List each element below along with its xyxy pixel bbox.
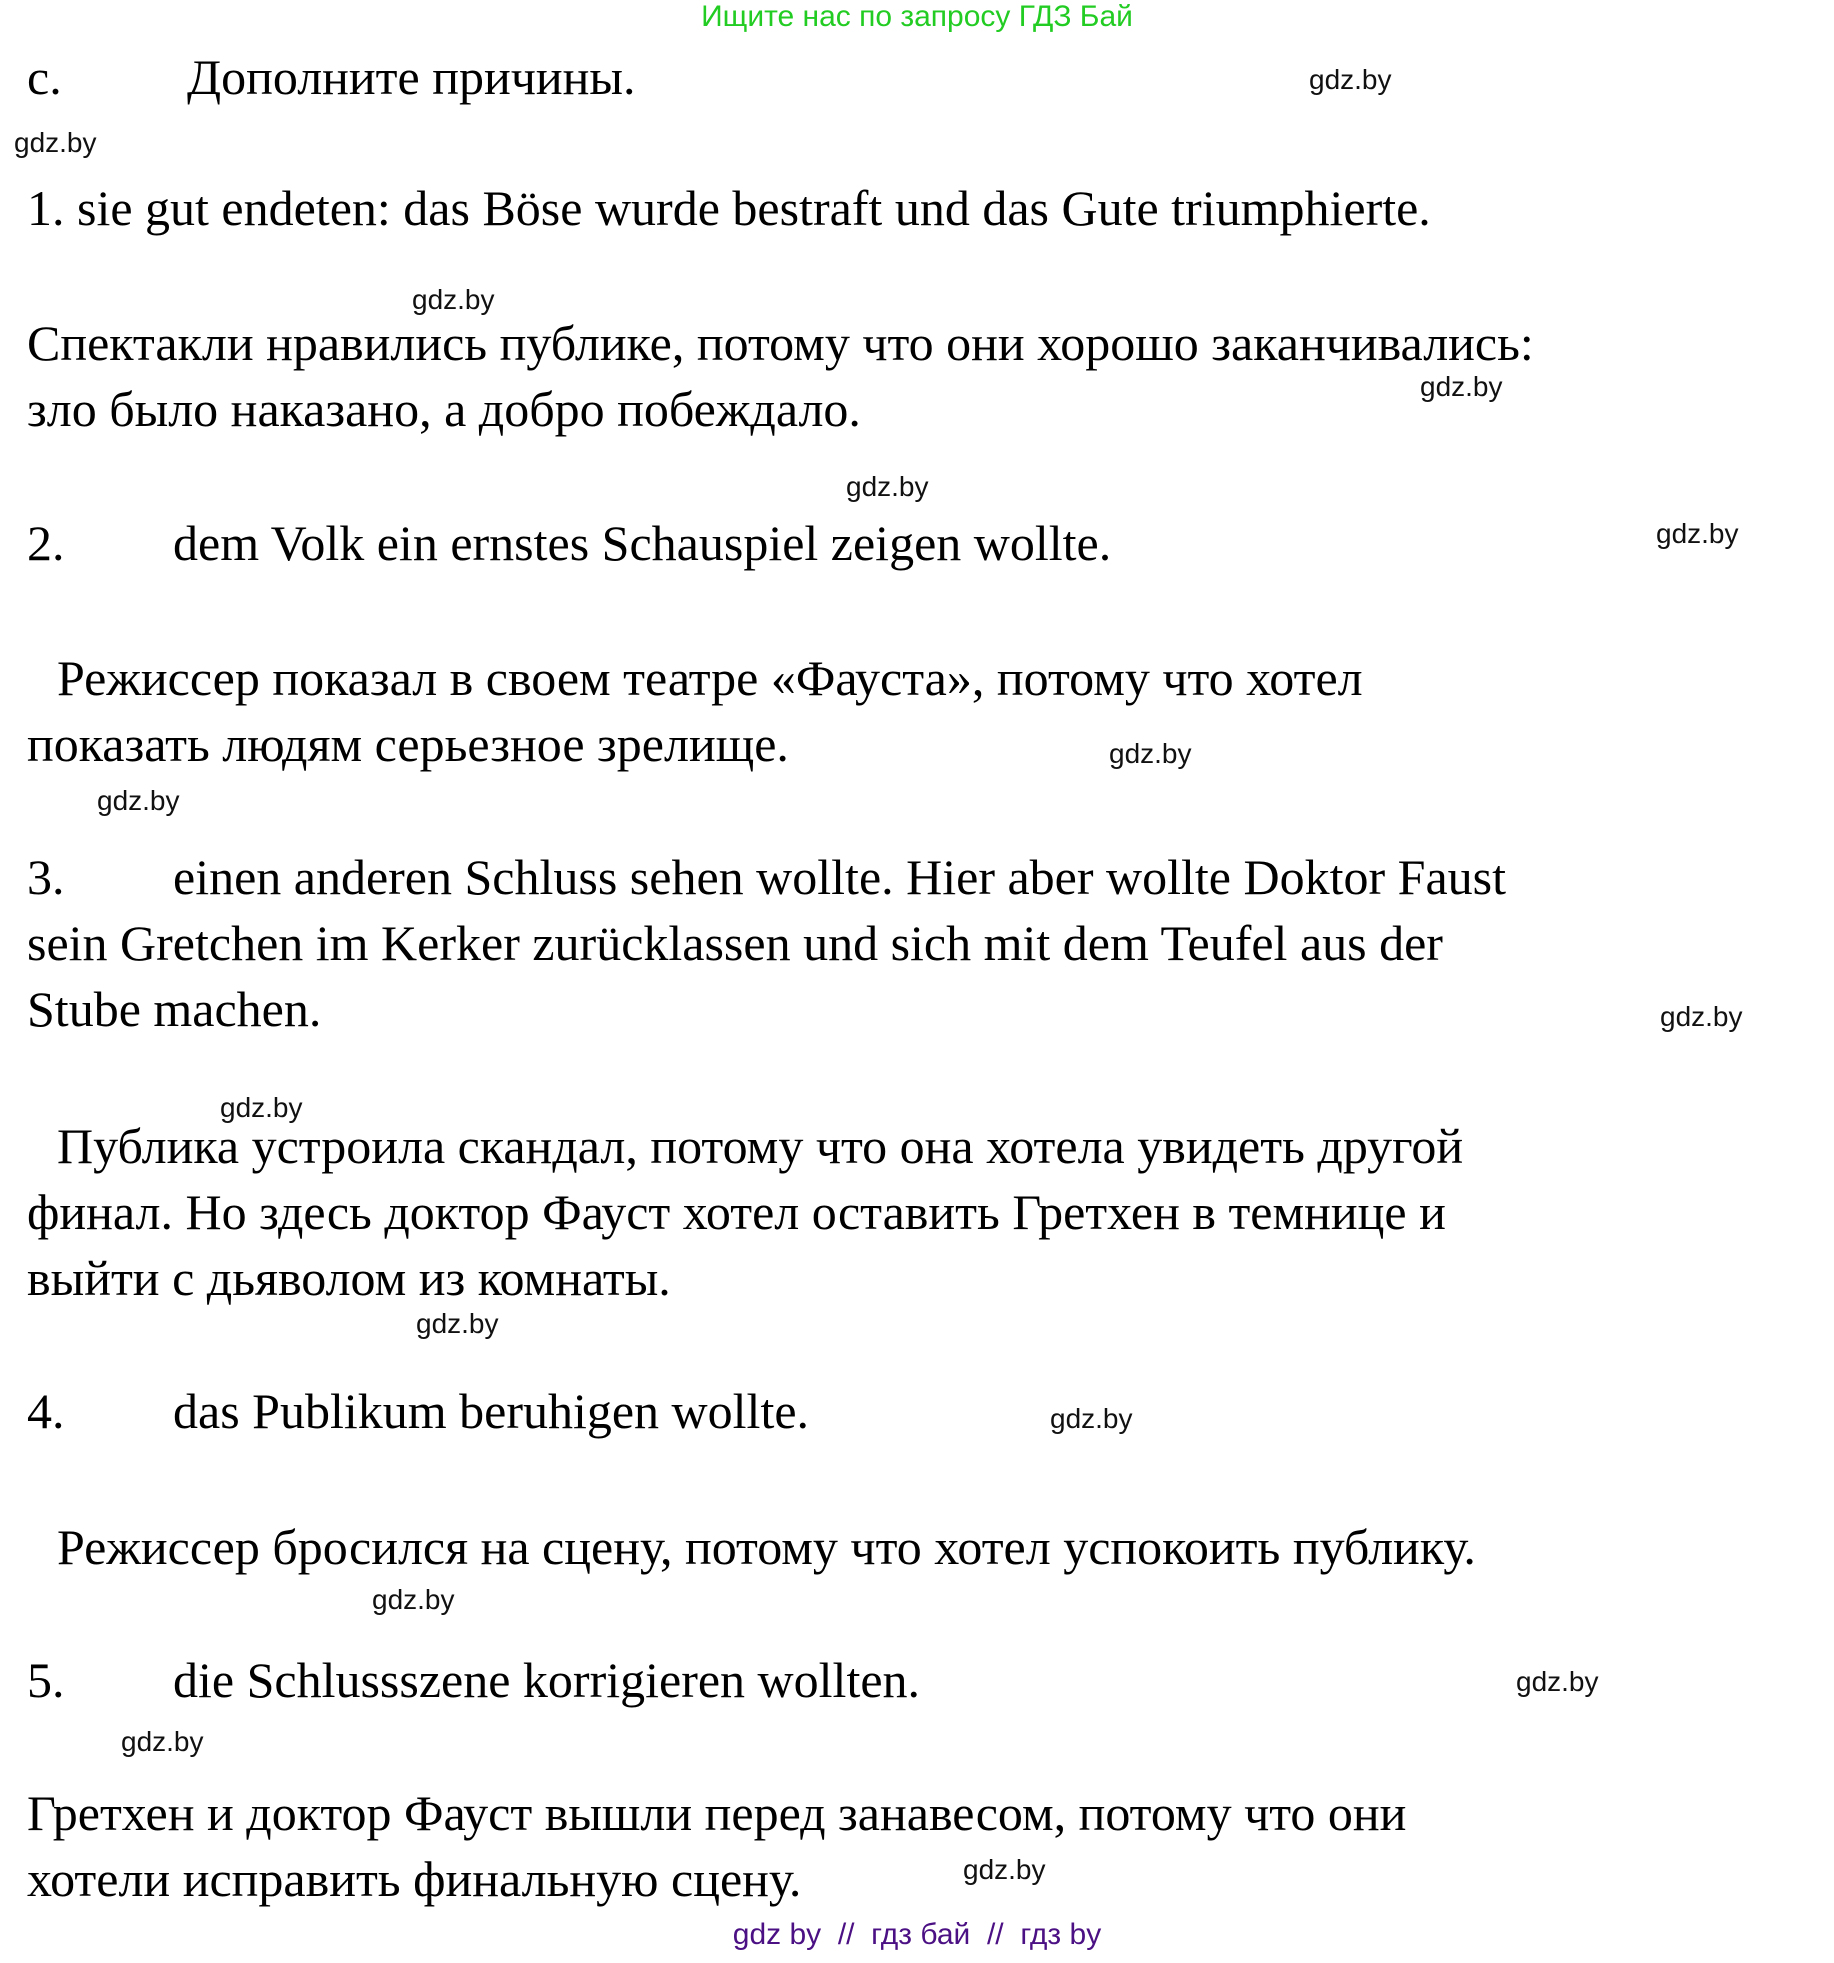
item-4-number: 4. [27, 1383, 65, 1439]
search-hint-banner: Ищите нас по запросу ГДЗ Бай [701, 0, 1133, 33]
item-4-german: das Publikum beruhigen wollte. [173, 1383, 810, 1439]
watermark: gdz.by [1660, 1001, 1743, 1032]
watermark: gdz.by [372, 1584, 455, 1615]
item-3-german-line: sein Gretchen im Kerker zurücklassen und sich mit dem Teufel aus der [27, 915, 1443, 971]
watermark: gdz.by [963, 1854, 1046, 1885]
task-title: Дополните причины. [187, 49, 636, 105]
item-2-russian-line: Режиссер показал в своем театре «Фауста», потому что хотел [57, 650, 1363, 706]
watermark: gdz.by [416, 1308, 499, 1339]
item-1-german [27, 175, 1431, 241]
item-2-russian-line: показать людям серьезное зрелище. [27, 716, 789, 772]
watermark: gdz.by [220, 1092, 303, 1123]
item-5-german: die Schlussszene korrigieren wollten. [173, 1652, 921, 1708]
item-3-german-line: einen anderen Schluss sehen wollte. Hier aber wollte Doktor Faust [173, 849, 1506, 905]
watermark: gdz.by [846, 471, 929, 502]
item-1-russian-line: Спектакли нравились публике, потому что они хорошо заканчивались: [27, 315, 1534, 371]
watermark: gdz.by [1050, 1403, 1133, 1434]
watermark: gdz.by [1420, 371, 1503, 402]
item-3-number: 3. [27, 849, 65, 905]
task-letter: c. [27, 49, 62, 105]
watermark: gdz.by [412, 284, 495, 315]
item-5-russian-line: Гретхен и доктор Фауст вышли перед занавесом, потому что они [27, 1785, 1407, 1841]
watermark: gdz.by [14, 127, 97, 158]
item-4-russian-line: Режиссер бросился на сцену, потому что хотел успокоить публику. [57, 1519, 1476, 1575]
watermark: gdz.by [1309, 64, 1392, 95]
footer-links: gdz by // гдз бай // гдз by [732, 1918, 1102, 1951]
item-5-number: 5. [27, 1652, 65, 1708]
item-3-russian-line: финал. Но здесь доктор Фауст хотел оставить Гретхен в темнице и [27, 1184, 1446, 1240]
item-text: sie gut endeten: das Böse wurde bestraft und das Gute triumphierte. [77, 180, 1431, 236]
item-2-german: dem Volk ein ernstes Schauspiel zeigen wollte. [173, 515, 1112, 571]
item-2-number: 2. [27, 515, 65, 571]
watermark: gdz.by [121, 1726, 204, 1757]
watermark: gdz.by [1109, 738, 1192, 769]
item-3-german-line: Stube machen. [27, 981, 322, 1037]
watermark: gdz.by [1656, 518, 1739, 549]
item-number: 1. [27, 180, 65, 236]
watermark: gdz.by [97, 785, 180, 816]
item-1-russian-line: зло было наказано, а добро побеждало. [27, 381, 861, 437]
item-3-russian-line: выйти с дьяволом из комнаты. [27, 1250, 671, 1306]
watermark: gdz.by [1516, 1666, 1599, 1697]
item-5-russian-line: хотели исправить финальную сцену. [27, 1851, 802, 1907]
item-3-russian-line: Публика устроила скандал, потому что она хотела увидеть другой [57, 1118, 1464, 1174]
